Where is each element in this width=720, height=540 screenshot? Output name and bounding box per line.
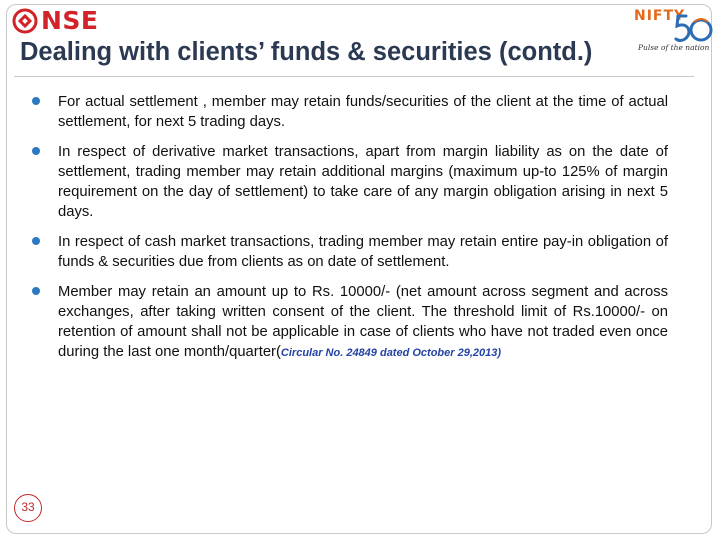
bullet-dot-icon	[32, 237, 40, 245]
bullet-item	[22, 282, 668, 363]
bullet-item	[22, 232, 668, 272]
bullet-dot-icon	[32, 147, 40, 155]
bullet-dot-icon	[32, 97, 40, 105]
bullet-item	[22, 142, 668, 222]
page-number: 33	[14, 494, 42, 522]
slide-title: Dealing with clients’ funds & securities (contd.)	[20, 38, 593, 66]
bullet-list	[22, 92, 668, 373]
circular-reference: Circular No. 24849 dated October 29,2013)	[280, 347, 502, 359]
nifty-logo-text: NIFTY	[634, 8, 686, 24]
nifty-tagline: Pulse of the nation	[638, 43, 710, 52]
nifty-logo	[630, 6, 714, 56]
nse-logo-mark-icon	[12, 8, 38, 34]
bullet-item	[22, 92, 668, 132]
bullet-dot-icon	[32, 287, 40, 295]
bullet-text: In respect of cash market transactions, trading member may retain entire pay-in obligation of funds & securities due from clients as on date of settlement.	[58, 234, 668, 270]
nse-logo	[12, 6, 99, 36]
bullet-text: In respect of derivative market transactions, apart from margin liability as on the date of settlement, trading member may retain additional margins (maximum up-to 125% of margin requirement on the day of settlement) to take care of any margin obligation arising in next 5 days.	[58, 144, 668, 220]
title-divider	[14, 76, 694, 77]
bullet-text: For actual settlement , member may retain funds/securities of the client at the time of actual settlement, for next 5 trading days.	[58, 94, 668, 130]
bullet-text: Member may retain an amount up to Rs. 10000/- (net amount across segment and across exchanges, after taking written consent of the client. The threshold limit of Rs.10000/- on retention of amount shall not be applicable in case of clients who have not traded even once during the last one month/quarter(	[58, 284, 668, 360]
nse-logo-text: NSE	[41, 6, 99, 35]
